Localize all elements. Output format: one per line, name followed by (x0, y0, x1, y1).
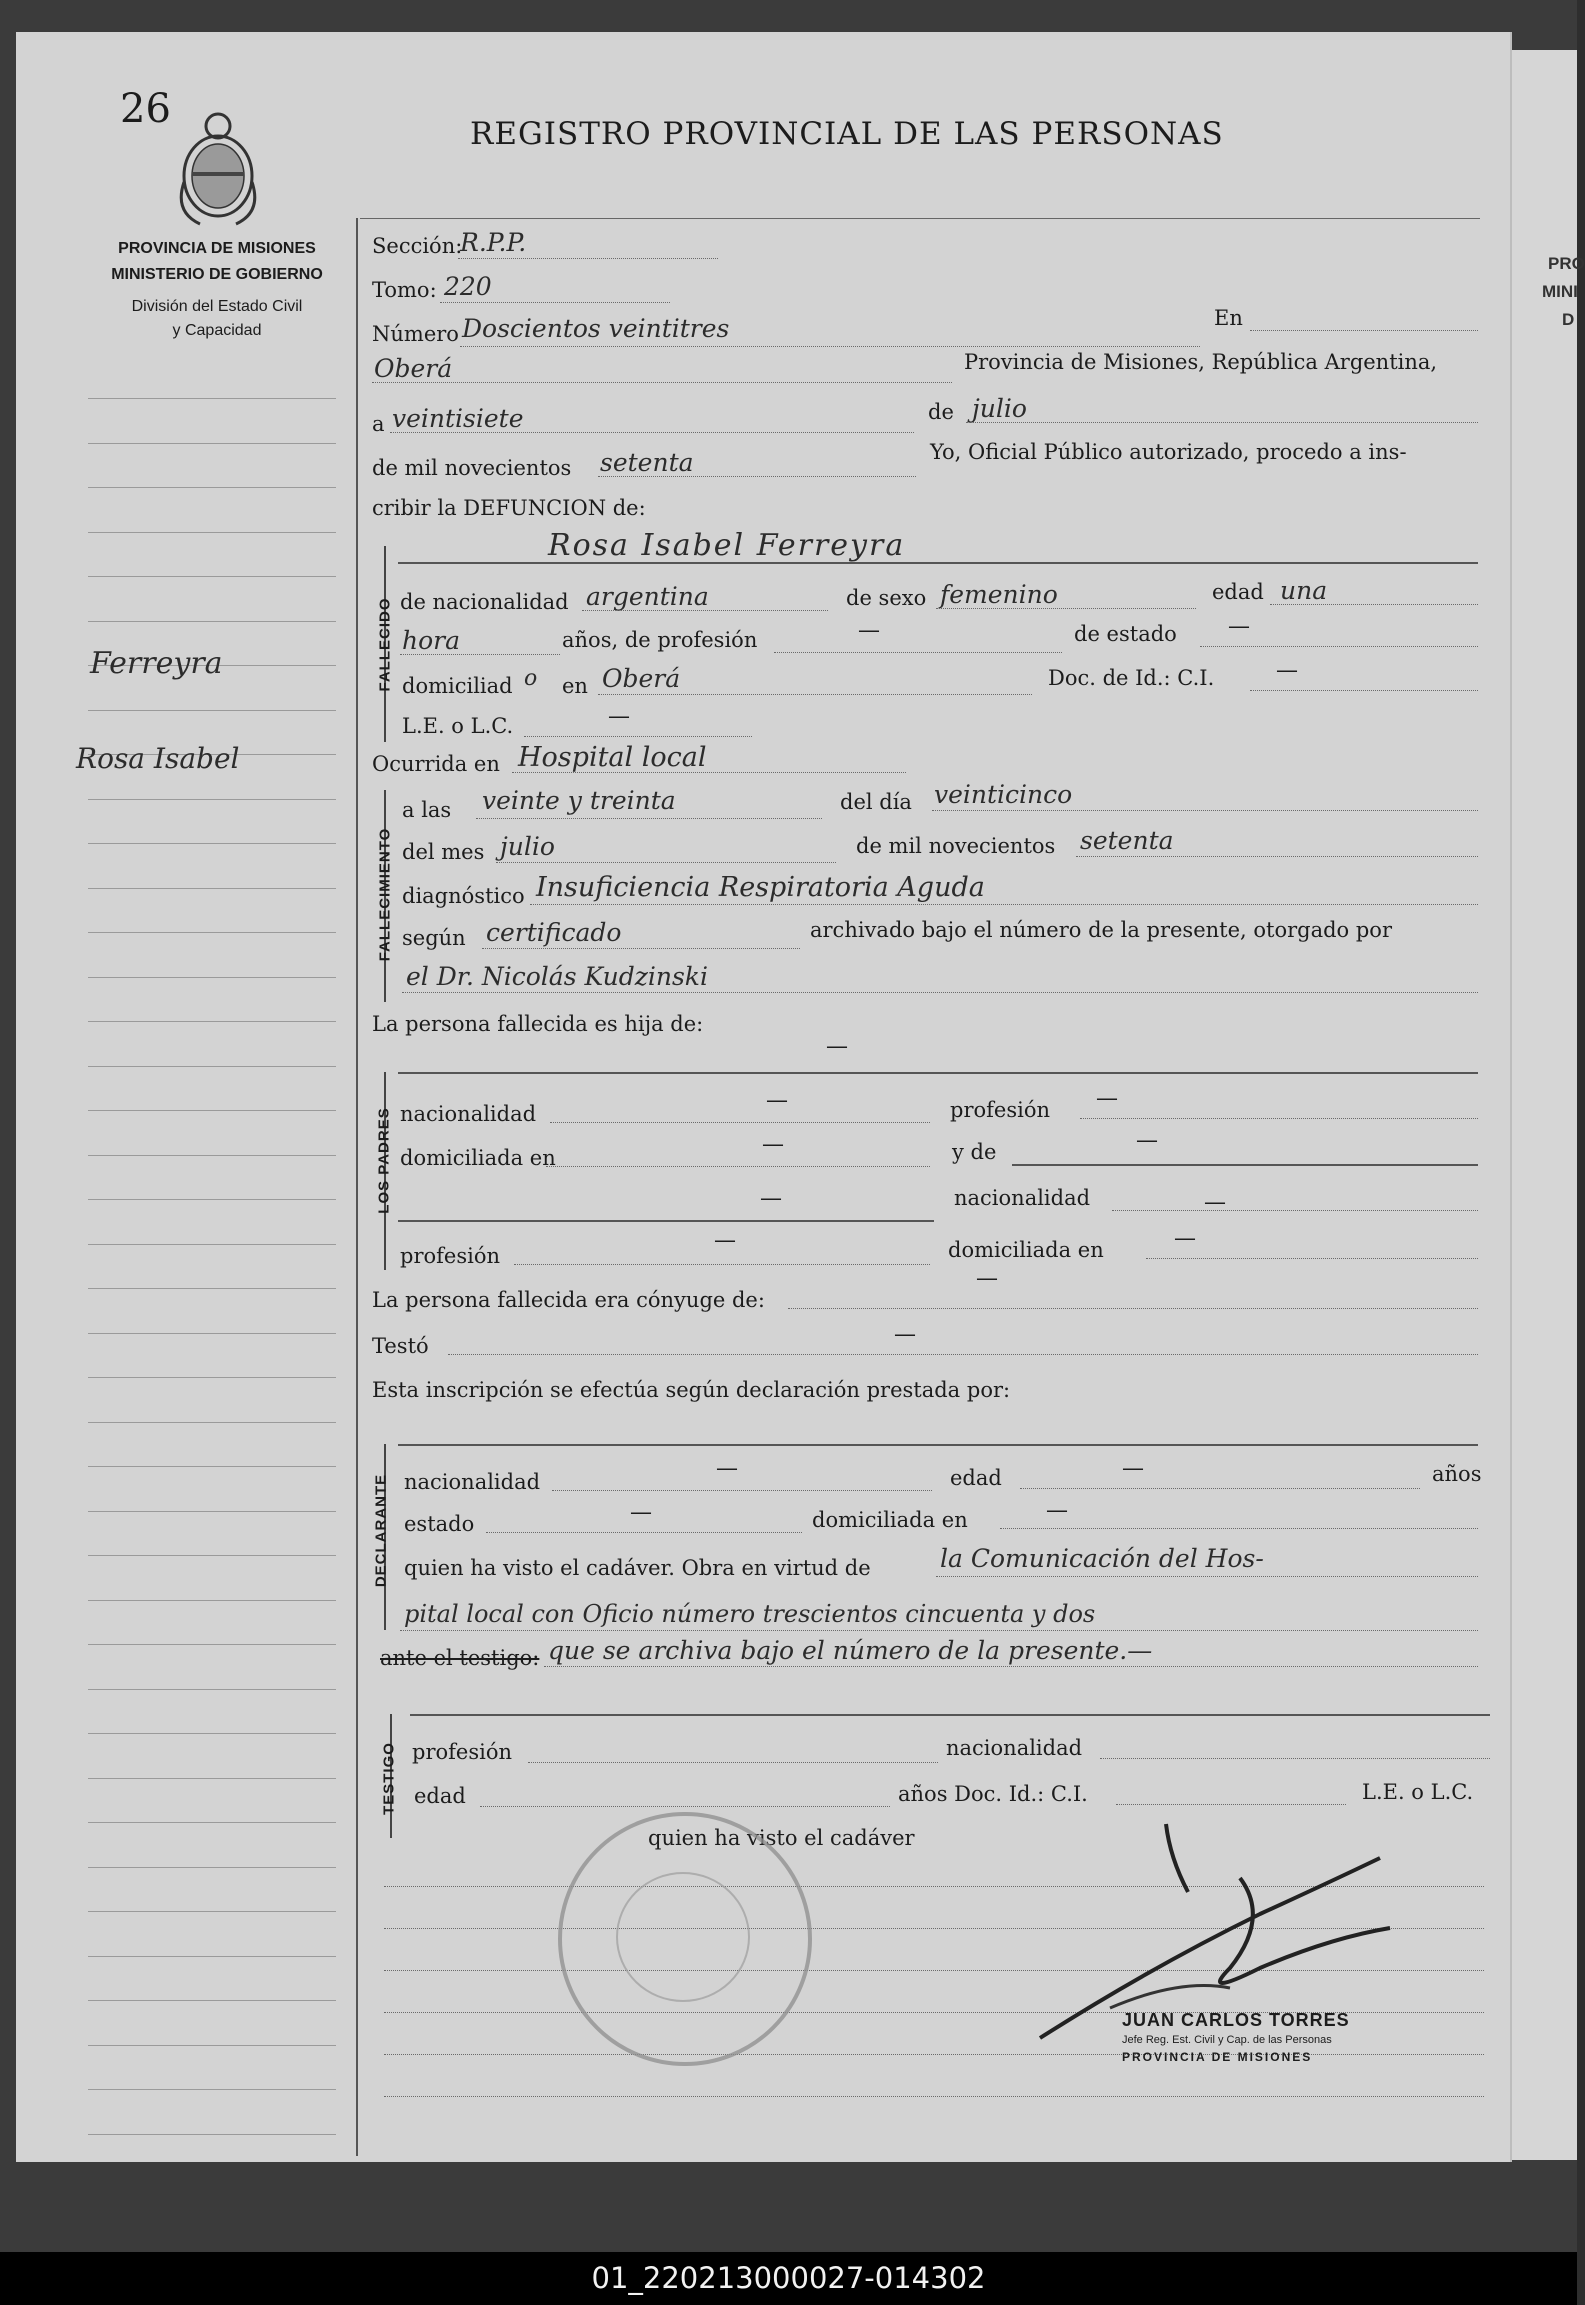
margin-rule (88, 2045, 336, 2046)
anio-value: setenta (600, 448, 694, 477)
le-value: — (608, 704, 630, 729)
d-domiciliada-label: domiciliada en (812, 1508, 968, 1532)
margin-rule (88, 1110, 336, 1111)
padres-section-label: LOS PADRES (375, 1107, 393, 1214)
sexo-line (936, 608, 1196, 609)
testigo-section-label: TESTIGO (380, 1742, 398, 1815)
seccion-value: R.P.P. (460, 228, 527, 257)
fallecido-name: Rosa Isabel Ferreyra (548, 528, 906, 563)
coat-of-arms-icon (170, 112, 266, 230)
p-domiciliada-line (546, 1166, 930, 1167)
madre-line (398, 1072, 1478, 1074)
d-nacionalidad-line (552, 1490, 932, 1491)
estado-line (1200, 646, 1478, 647)
ante-value: que se archiva bajo el número de la presente.— (548, 1636, 1153, 1665)
dia-line (390, 432, 914, 433)
p-nacionalidad2-label: nacionalidad (954, 1186, 1091, 1210)
p-yde-label: y de (952, 1140, 997, 1164)
margin-rule (88, 1066, 336, 1067)
p-domiciliada2-line (1146, 1258, 1478, 1259)
margin-rule (88, 1377, 336, 1378)
segun-value: certificado (486, 918, 622, 947)
margin-rule (88, 843, 336, 844)
d-nacionalidad-value: — (716, 1456, 738, 1481)
stamp-province: PROVINCIA DE MISIONES (1122, 2050, 1313, 2064)
document-title: REGISTRO PROVINCIAL DE LAS PERSONAS (470, 116, 1224, 152)
ante-line (544, 1666, 1478, 1667)
p-profesion-value: — (1096, 1086, 1118, 1111)
mil-value: setenta (1080, 826, 1174, 855)
ocurrida-line (512, 772, 906, 773)
fallecimiento-section-label: FALLECIMIENTO (376, 827, 394, 962)
estado-value: — (1228, 614, 1250, 639)
margin-rule (88, 1466, 336, 1467)
p-nacionalidad-line (550, 1122, 930, 1123)
d-nacionalidad-label: nacionalidad (404, 1470, 541, 1494)
header-province: PROVINCIA DE MISIONES (118, 240, 316, 257)
next-page-text-2: MINI (1542, 282, 1578, 301)
hora-value: veinte y treinta (482, 786, 676, 815)
domicilio-value: Oberá (602, 664, 681, 693)
hija-dash: — (826, 1034, 848, 1059)
en2-label: en (562, 674, 588, 698)
a-las-label: a las (402, 798, 452, 822)
t-profesion-line (528, 1762, 938, 1763)
p-nacionalidad-label: nacionalidad (400, 1102, 537, 1126)
margin-rule (88, 2134, 336, 2135)
declarante-section-label: DECLARANTE (372, 1473, 390, 1588)
del-dia-line (932, 810, 1478, 811)
d-virtud-line-2 (400, 1630, 1478, 1631)
testo-value: — (894, 1322, 916, 1347)
margin-rule (88, 1911, 336, 1912)
d-virtud-line-1 (936, 1576, 1478, 1577)
nacionalidad-line (582, 610, 828, 611)
provincia-label: Provincia de Misiones, República Argentina, (964, 350, 1438, 374)
d-domiciliada-line (1000, 1528, 1478, 1529)
d-estado-label: estado (404, 1512, 475, 1536)
header-ministry: MINISTERIO DE GOBIERNO (111, 266, 323, 283)
le-line (524, 736, 752, 737)
official-seal-center (616, 1872, 750, 2002)
margin-rule (88, 1199, 336, 1200)
le-label: L.E. o L.C. (402, 714, 514, 738)
page-number: 26 (120, 86, 171, 132)
p-yde-value: — (1136, 1128, 1158, 1153)
doc-value: — (1276, 658, 1298, 683)
margin-rule (88, 1021, 336, 1022)
t-edad-line (480, 1806, 890, 1807)
image-caption-bar (0, 2252, 1577, 2305)
inscripcion-label: Esta inscripción se efectúa según declaración prestada por: (372, 1378, 1011, 1402)
doc-line (1250, 690, 1478, 691)
margin-rule (88, 1689, 336, 1690)
margin-rule (88, 487, 336, 488)
conyuge-line (788, 1308, 1478, 1309)
de-label: de (928, 400, 954, 424)
margin-rule (88, 1644, 336, 1645)
edad2-line (400, 654, 560, 655)
numero-value: Doscientos veintitres (462, 314, 730, 343)
stamp-name: JUAN CARLOS TORRES (1122, 2010, 1350, 2030)
margin-rule (88, 1733, 336, 1734)
profesion-value: — (858, 618, 880, 643)
mes-value: julio (972, 394, 1027, 423)
ocurrida-value: Hospital local (518, 742, 707, 773)
anio-label: de mil novecientos (372, 456, 572, 480)
margin-rule (88, 532, 336, 533)
profesion-line (774, 652, 1062, 653)
anio-line (598, 476, 916, 477)
margin-given-names: Rosa Isabel (76, 742, 240, 775)
del-dia-value: veinticinco (934, 780, 1073, 809)
nacionalidad-label: de nacionalidad (400, 590, 569, 614)
p-nacionalidad2-value: — (1204, 1190, 1226, 1215)
p-profesion-label: profesión (950, 1098, 1050, 1122)
d-edad-line (1020, 1488, 1420, 1489)
margin-rule (88, 443, 336, 444)
margin-rule (88, 977, 336, 978)
margin-rule (88, 888, 336, 889)
del-mes-value: julio (500, 832, 555, 861)
d-anios-label: años (1432, 1462, 1482, 1486)
margin-rule (88, 932, 336, 933)
inscribir-label: cribir la DEFUNCION de: (372, 496, 646, 520)
margin-rule (88, 1244, 336, 1245)
t-edad-label: edad (414, 1784, 466, 1808)
otorgado-value: el Dr. Nicolás Kudzinski (406, 962, 708, 991)
p-line3-value: — (760, 1186, 782, 1211)
tomo-line (440, 302, 670, 303)
place-value: Oberá (374, 354, 453, 383)
sexo-label: de sexo (846, 586, 927, 610)
d-domiciliada-value: — (1046, 1498, 1068, 1523)
margin-rule (88, 1778, 336, 1779)
t-profesion-label: profesión (412, 1740, 512, 1764)
en-label: En (1214, 306, 1243, 330)
margin-divider (356, 218, 358, 2156)
hija-label: La persona fallecida es hija de: (372, 1012, 704, 1036)
p-profesion2-value: — (714, 1228, 736, 1253)
margin-rule (88, 1511, 336, 1512)
header-capacity: y Capacidad (172, 322, 262, 339)
tomo-label: Tomo: (372, 278, 437, 302)
t-le-label: L.E. o L.C. (1362, 1780, 1474, 1804)
d-estado-line (486, 1532, 802, 1533)
p-domiciliada2-label: domiciliada en (948, 1238, 1104, 1262)
edad-label: edad (1212, 580, 1264, 604)
t-nacionalidad-label: nacionalidad (946, 1736, 1083, 1760)
conyuge-value: — (976, 1266, 998, 1291)
testo-line (448, 1354, 1478, 1355)
d-quien-label: quien ha visto el cadáver. Obra en virtud de (404, 1556, 871, 1580)
a-label: a (372, 412, 385, 436)
p-domiciliada-label: domiciliada en (400, 1146, 556, 1170)
dia-value: veintisiete (392, 404, 524, 433)
diagnostico-value: Insuficiencia Respiratoria Aguda (536, 872, 985, 903)
sexo-value: femenino (940, 580, 1058, 609)
fallecido-name-line (398, 562, 1478, 564)
domicilio-suffix: o (524, 666, 538, 691)
margin-rule (88, 710, 336, 711)
edad-value-2: hora (402, 626, 461, 655)
d-edad-label: edad (950, 1466, 1002, 1490)
segun-label: según (402, 926, 466, 950)
nacionalidad-value: argentina (586, 582, 709, 611)
margin-rule (88, 1555, 336, 1556)
image-caption: 01_220213000027-014302 (591, 2261, 986, 2295)
mil-line (1076, 856, 1478, 857)
margin-rule (88, 1155, 336, 1156)
declarante-name-line (398, 1444, 1478, 1446)
p-line3 (398, 1220, 934, 1222)
p-domiciliada-value: — (762, 1132, 784, 1157)
doc-label: Doc. de Id.: C.I. (1048, 666, 1215, 690)
hora-line (476, 818, 822, 819)
domicilio-label: domiciliad (402, 674, 513, 698)
margin-surname: Ferreyra (90, 646, 223, 681)
margin-rule (88, 799, 336, 800)
next-page-text-3: D (1562, 310, 1575, 329)
signature-rule (384, 2096, 1484, 2097)
p-profesion-line (1080, 1118, 1478, 1119)
p-nacionalidad2-line (1112, 1210, 1478, 1211)
ocurrida-label: Ocurrida en (372, 752, 500, 776)
margin-rule (88, 2000, 336, 2001)
header-division: División del Estado Civil (131, 298, 303, 315)
conyuge-label: La persona fallecida era cónyuge de: (372, 1288, 765, 1312)
domicilio-line (598, 694, 1032, 695)
margin-rule (88, 2089, 336, 2090)
del-dia-label: del día (840, 790, 912, 814)
p-profesion2-label: profesión (400, 1244, 500, 1268)
margin-rule (88, 621, 336, 622)
margin-rule (88, 1333, 336, 1334)
padre-line (1012, 1164, 1478, 1166)
fallecido-section-label: FALLECIDO (376, 597, 394, 692)
margin-rule (88, 1867, 336, 1868)
otorgado-line (402, 992, 1478, 993)
place-line (372, 382, 952, 383)
archivado-label: archivado bajo el número de la presente, otorgado por (810, 918, 1392, 942)
margin-rule (88, 1288, 336, 1289)
margin-rule (88, 1422, 336, 1423)
p-domiciliada2-value: — (1174, 1226, 1196, 1251)
mil-label: de mil novecientos (856, 834, 1056, 858)
edad-value-1: una (1280, 576, 1328, 605)
estado-label: de estado (1074, 622, 1177, 646)
mes-line (966, 422, 1478, 423)
numero-line (460, 346, 1200, 347)
t-doc-line (1116, 1804, 1346, 1805)
stamp-title: Jefe Reg. Est. Civil y Cap. de las Personas (1122, 2034, 1332, 2046)
t-anios-label: años Doc. Id.: C.I. (898, 1782, 1088, 1806)
margin-rule (88, 398, 336, 399)
testo-label: Testó (372, 1334, 429, 1358)
anios-label: años, de profesión (562, 628, 758, 652)
del-mes-label: del mes (402, 840, 485, 864)
margin-rule (88, 1822, 336, 1823)
p-profesion2-line (514, 1264, 930, 1265)
p-nacionalidad-value: — (766, 1088, 788, 1113)
margin-rule (88, 576, 336, 577)
segun-line (482, 948, 800, 949)
en-line (1250, 330, 1478, 331)
del-mes-line (496, 862, 836, 863)
diagnostico-label: diagnóstico (402, 884, 525, 908)
margin-rule (88, 1600, 336, 1601)
ante-label: ante el testigo: (380, 1646, 540, 1670)
d-virtud-value-1: la Comunicación del Hos- (940, 1544, 1264, 1573)
t-nacionalidad-line (1100, 1758, 1490, 1759)
next-page-edge (1512, 50, 1585, 2160)
d-estado-value: — (630, 1500, 652, 1525)
d-virtud-value-2: pital local con Oficio número trescientos cincuenta y dos (404, 1600, 1096, 1628)
diagnostico-line (530, 904, 1478, 905)
edad-line (1270, 604, 1478, 605)
header-rule (360, 218, 1480, 219)
seccion-label: Sección: (372, 234, 463, 258)
tomo-value: 220 (444, 272, 492, 301)
t-quien-label: quien ha visto el cadáver (648, 1826, 915, 1850)
d-edad-value: — (1122, 1456, 1144, 1481)
yo-label: Yo, Oficial Público autorizado, procedo a ins- (930, 440, 1407, 464)
numero-label: Número (372, 322, 459, 346)
seccion-line (458, 258, 718, 259)
testigo-name-line (410, 1714, 1490, 1716)
margin-rule (88, 1956, 336, 1957)
next-page-text-1: PRO (1548, 254, 1585, 273)
